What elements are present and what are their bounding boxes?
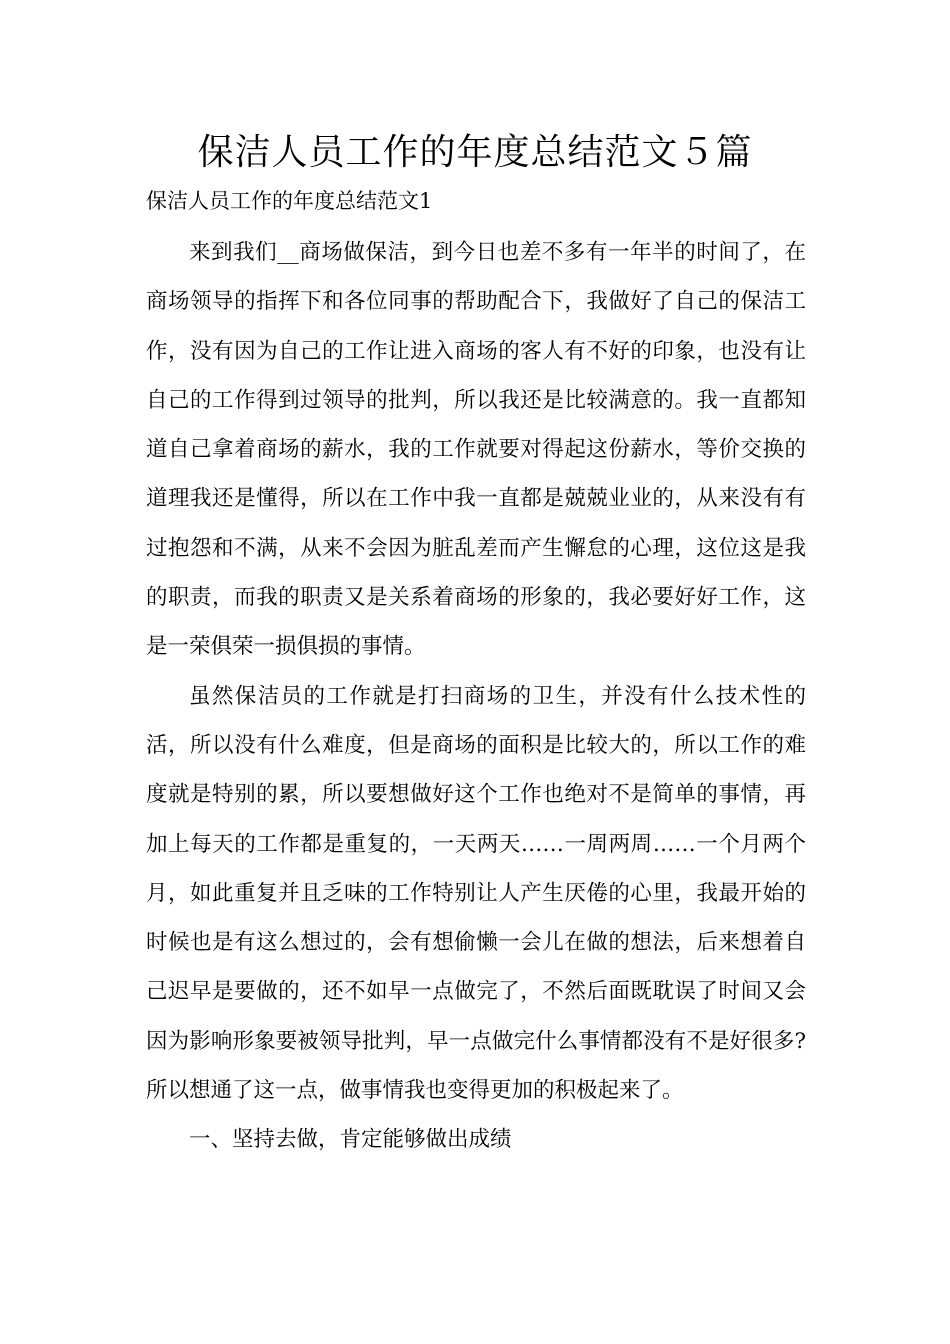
- document-body: [146, 228, 806, 1165]
- section-heading: 一、坚持去做，肯定能够做出成绩: [189, 1127, 512, 1153]
- paragraph: 来到我们__商场做保洁，到今日也差不多有一年半的时间了，在商场领导的指挥下和各位同事的帮助配合下，我做好了自己的保洁工作，没有因为自己的工作让进入商场的客人有不好的印象，也没有让自己的工作得到过领导的批判，所以我还是比较满意的。我一直都知道自己拿着商场的薪水，我的工作就要对得起这份薪水，等价交换的道理我还是懂得，所以在工作中我一直都是兢兢业业的，从来没有有过抱怨和不满，从来不会因为脏乱差而产生懈怠的心理，这位这是我的职责，而我的职责又是关系着商场的形象的，我必要好好工作，这是一荣俱荣一损俱损的事情。: [146, 240, 806, 660]
- document-subtitle: 保洁人员工作的年度总结范文1: [146, 189, 433, 213]
- document-title: 保洁人员工作的年度总结范文５篇: [197, 132, 753, 173]
- paragraph: 虽然保洁员的工作就是打扫商场的卫生，并没有什么技术性的活，所以没有什么难度，但是商场的面积是比较大的，所以工作的难度就是特别的累，所以要想做好这个工作也绝对不是简单的事情，再加上每天的工作都是重复的，一天两天……一周两周……一个月两个月，如此重复并且乏味的工作特别让人产生厌倦的心里，我最开始的时候也是有这么想过的，会有想偷懒一会儿在做的想法，后来想着自己迟早是要做的，还不如早一点做完了，不然后面既耽误了时间又会因为影响形象要被领导批判，早一点做完什么事情都没有不是好很多?所以想通了这一点，做事情我也变得更加的积极起来了。: [146, 683, 806, 1104]
